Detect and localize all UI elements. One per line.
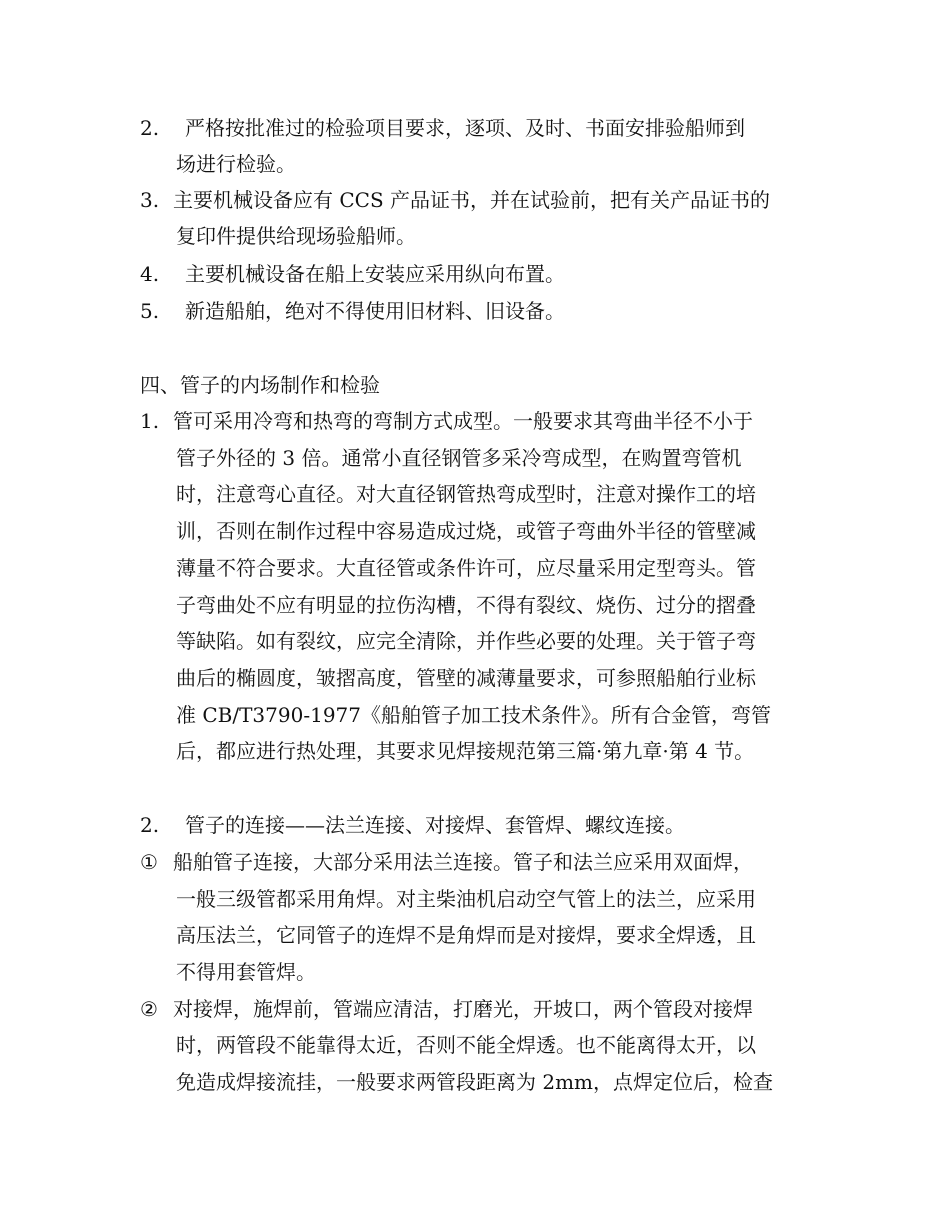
list-marker: 2. [140, 813, 160, 837]
paragraph-line: 船舶管子连接，大部分采用法兰连接。管子和法兰应采用双面焊， [173, 850, 753, 874]
paragraph-line: 免造成焊接流挂，一般要求两管段距离为 2mm，点焊定位后，检查 [176, 1070, 774, 1094]
paragraph-line: 时，两管段不能靠得太近，否则不能全焊透。也不能离得太开，以 [176, 1033, 756, 1057]
circled-number-marker: ② [140, 997, 158, 1021]
list-item-line: 主要机械设备应有 CCS 产品证书，并在试验前，把有关产品证书的 [173, 188, 771, 212]
paragraph-line: 一般三级管都采用角焊。对主柴油机启动空气管上的法兰，应采用 [176, 887, 756, 911]
paragraph-line: 不得用套管焊。 [176, 960, 316, 984]
section-heading: 四、管子的内场制作和检验 [140, 373, 380, 397]
paragraph-line: 子弯曲处不应有明显的拉伤沟槽，不得有裂纹、烧伤、过分的摺叠 [176, 593, 756, 617]
paragraph-line: 准 CB/T3790-1977《船舶管子加工技术条件》。所有合金管，弯管 [176, 703, 771, 727]
paragraph-line: 管可采用冷弯和热弯的弯制方式成型。一般要求其弯曲半径不小于 [173, 409, 753, 433]
paragraph-line: 等缺陷。如有裂纹，应完全清除，并作些必要的处理。关于管子弯 [176, 629, 756, 653]
paragraph-line: 训，否则在制作过程中容易造成过烧，或管子弯曲外半径的管壁减 [176, 519, 756, 543]
list-item-line: 主要机械设备在船上安装应采用纵向布置。 [185, 262, 565, 286]
paragraph-line: 时，注意弯心直径。对大直径钢管热弯成型时，注意对操作工的培 [176, 482, 756, 506]
list-marker: 1. [140, 409, 160, 433]
paragraph-line: 对接焊，施焊前，管端应清洁，打磨光，开坡口，两个管段对接焊 [173, 997, 753, 1021]
list-item-line: 新造船舶，绝对不得使用旧材料、旧设备。 [185, 299, 565, 323]
paragraph-line: 管子外径的 3 倍。通常小直径钢管多采冷弯成型，在购置弯管机 [176, 446, 742, 470]
list-marker: 3. [140, 188, 160, 212]
circled-number-marker: ① [140, 850, 158, 874]
list-item-line: 复印件提供给现场验船师。 [176, 224, 416, 248]
paragraph-line: 曲后的椭圆度，皱摺高度，管壁的减薄量要求，可参照船舶行业标 [176, 666, 756, 690]
list-item-line: 场进行检验。 [176, 152, 296, 176]
paragraph-line: 后，都应进行热处理，其要求见焊接规范第三篇·第九章·第 4 节。 [176, 739, 755, 763]
paragraph-line: 高压法兰，它同管子的连焊不是角焊而是对接焊，要求全焊透，且 [176, 923, 756, 947]
list-marker: 4. [140, 262, 160, 286]
list-marker: 2. [140, 116, 160, 140]
paragraph-line: 薄量不符合要求。大直径管或条件许可，应尽量采用定型弯头。管 [176, 556, 756, 580]
list-item-line: 严格按批准过的检验项目要求，逐项、及时、书面安排验船师到 [185, 116, 745, 140]
subsection-title: 管子的连接——法兰连接、对接焊、套管焊、螺纹连接。 [185, 813, 685, 837]
list-marker: 5. [140, 299, 160, 323]
